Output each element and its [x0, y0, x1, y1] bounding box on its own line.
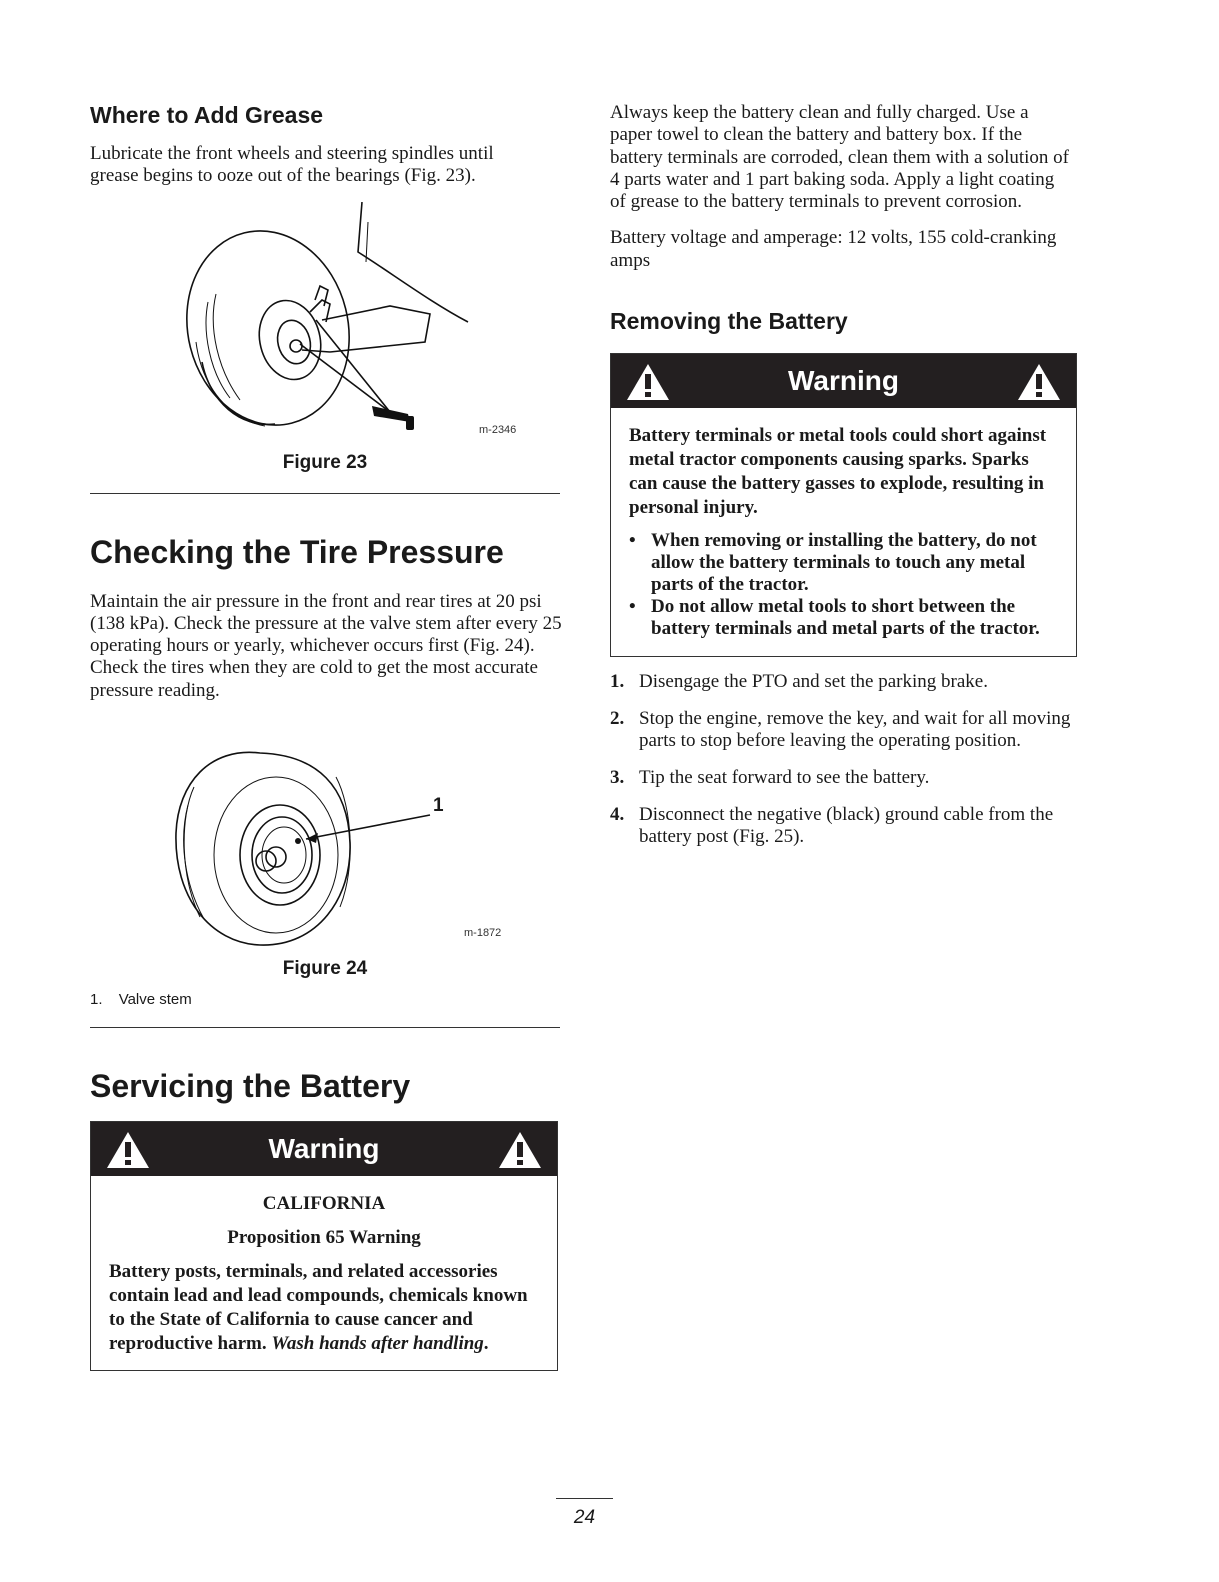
warning-intro: Battery terminals or metal tools could short against metal tractor components causing sparks. Sparks can cause the battery gasses to explode, resulting in personal injury. [629, 425, 1047, 519]
tire-text: Maintain the air pressure in the front and rear tires at 20 psi (138 kPa). Check the pressure at the valve stem after every 25 operating hours or yearly, whichever occurs first (Fig. 24). Check the tires when they are cold to get the most accurate pressure reading. [90, 590, 562, 701]
prop65-end: . [483, 1333, 489, 1355]
warning-bullet-text: Do not allow metal tools to short between the battery terminals and metal parts of the tractor. [651, 596, 1040, 640]
warning-bullet-text: When removing or installing the battery, do not allow the battery terminals to touch any metal parts of the tractor. [651, 530, 1037, 596]
step-text: Disconnect the negative (black) ground cable from the battery post (Fig. 25). [639, 804, 1054, 848]
figure-24-legend [90, 991, 562, 1008]
left-column [90, 100, 562, 1371]
step-text: Disengage the PTO and set the parking brake. [639, 671, 988, 693]
battery-para-2: Battery voltage and amperage: 12 volts, 155 cold-cranking amps [610, 227, 1057, 271]
divider [90, 1027, 560, 1028]
figure-23-caption: Figure 23 [282, 451, 368, 473]
warning-triangle-icon [1016, 362, 1062, 402]
step-number: 3. [610, 767, 625, 789]
warning-title: Warning [268, 1133, 380, 1165]
step-number: 2. [610, 708, 625, 730]
page-number: 24 [573, 1507, 596, 1528]
right-column [610, 102, 1077, 863]
figure-24-caption: Figure 24 [282, 958, 368, 980]
battery-para-1: Always keep the battery clean and fully charged. Use a paper towel to clean the battery and battery box. If the battery terminals are corroded, clean them with a solution of 4 parts water and 1 part baking soda. Apply a light coating of grease to the battery terminals to prevent corrosion. [610, 102, 1070, 213]
grease-heading: Where to Add Grease [90, 102, 324, 128]
prop65-text [109, 1260, 539, 1356]
step-number: 1. [610, 671, 625, 693]
legend-text: Valve stem [118, 991, 192, 1009]
step-item [610, 671, 1077, 693]
tire-valve-stem-illustration [90, 747, 560, 957]
battery-warning-box [610, 353, 1077, 657]
prop65-bold: Battery posts, terminals, and related accessories contain lead and lead compounds, chemicals known to the State of California to cause cancer and reproductive harm. [109, 1261, 528, 1355]
step-item [610, 708, 1077, 752]
figure-24 [90, 747, 560, 957]
warning-body [611, 408, 1076, 656]
warning-title: Warning [788, 365, 899, 397]
warning-body [91, 1176, 557, 1370]
warning-triangle-icon [497, 1130, 543, 1170]
warning-bullet: • Do not allow metal tools to short between the battery terminals and metal parts of the tractor. [629, 596, 1040, 640]
figure-24-code: m-1872 [464, 927, 502, 940]
front-wheel-grease-illustration [90, 202, 560, 440]
figure-23-code: m-2346 [479, 423, 517, 436]
step-text: Tip the seat forward to see the battery. [639, 767, 930, 789]
step-number: 4. [610, 804, 625, 826]
step-item [610, 804, 1077, 848]
page-number-rule [556, 1498, 613, 1499]
warning-header [91, 1122, 557, 1176]
legend-number: 1. [90, 991, 103, 1009]
warning-header [611, 354, 1076, 408]
california-line: CALIFORNIA [262, 1193, 386, 1215]
prop65-line: Proposition 65 Warning [227, 1227, 421, 1249]
battery-heading: Servicing the Battery [90, 1068, 411, 1105]
divider [90, 493, 560, 494]
warning-bullet: • When removing or installing the battery, do not allow the battery terminals to touch any metal parts of the tractor. [629, 530, 1037, 596]
step-item [610, 767, 1077, 789]
tire-heading: Checking the Tire Pressure [90, 533, 504, 570]
figure-23 [90, 202, 560, 440]
prop65-italic: Wash hands after handling [271, 1333, 484, 1355]
grease-text: Lubricate the front wheels and steering spindles until grease begins to ooze out of the bearings (Fig. 23). [90, 143, 494, 187]
removing-heading: Removing the Battery [610, 308, 848, 335]
step-text: Stop the engine, remove the key, and wait for all moving parts to stop before leaving the operating position. [639, 708, 1071, 752]
figure-24-callout: 1 [433, 795, 444, 817]
removal-steps [610, 671, 1077, 848]
prop65-warning-box [90, 1121, 558, 1371]
